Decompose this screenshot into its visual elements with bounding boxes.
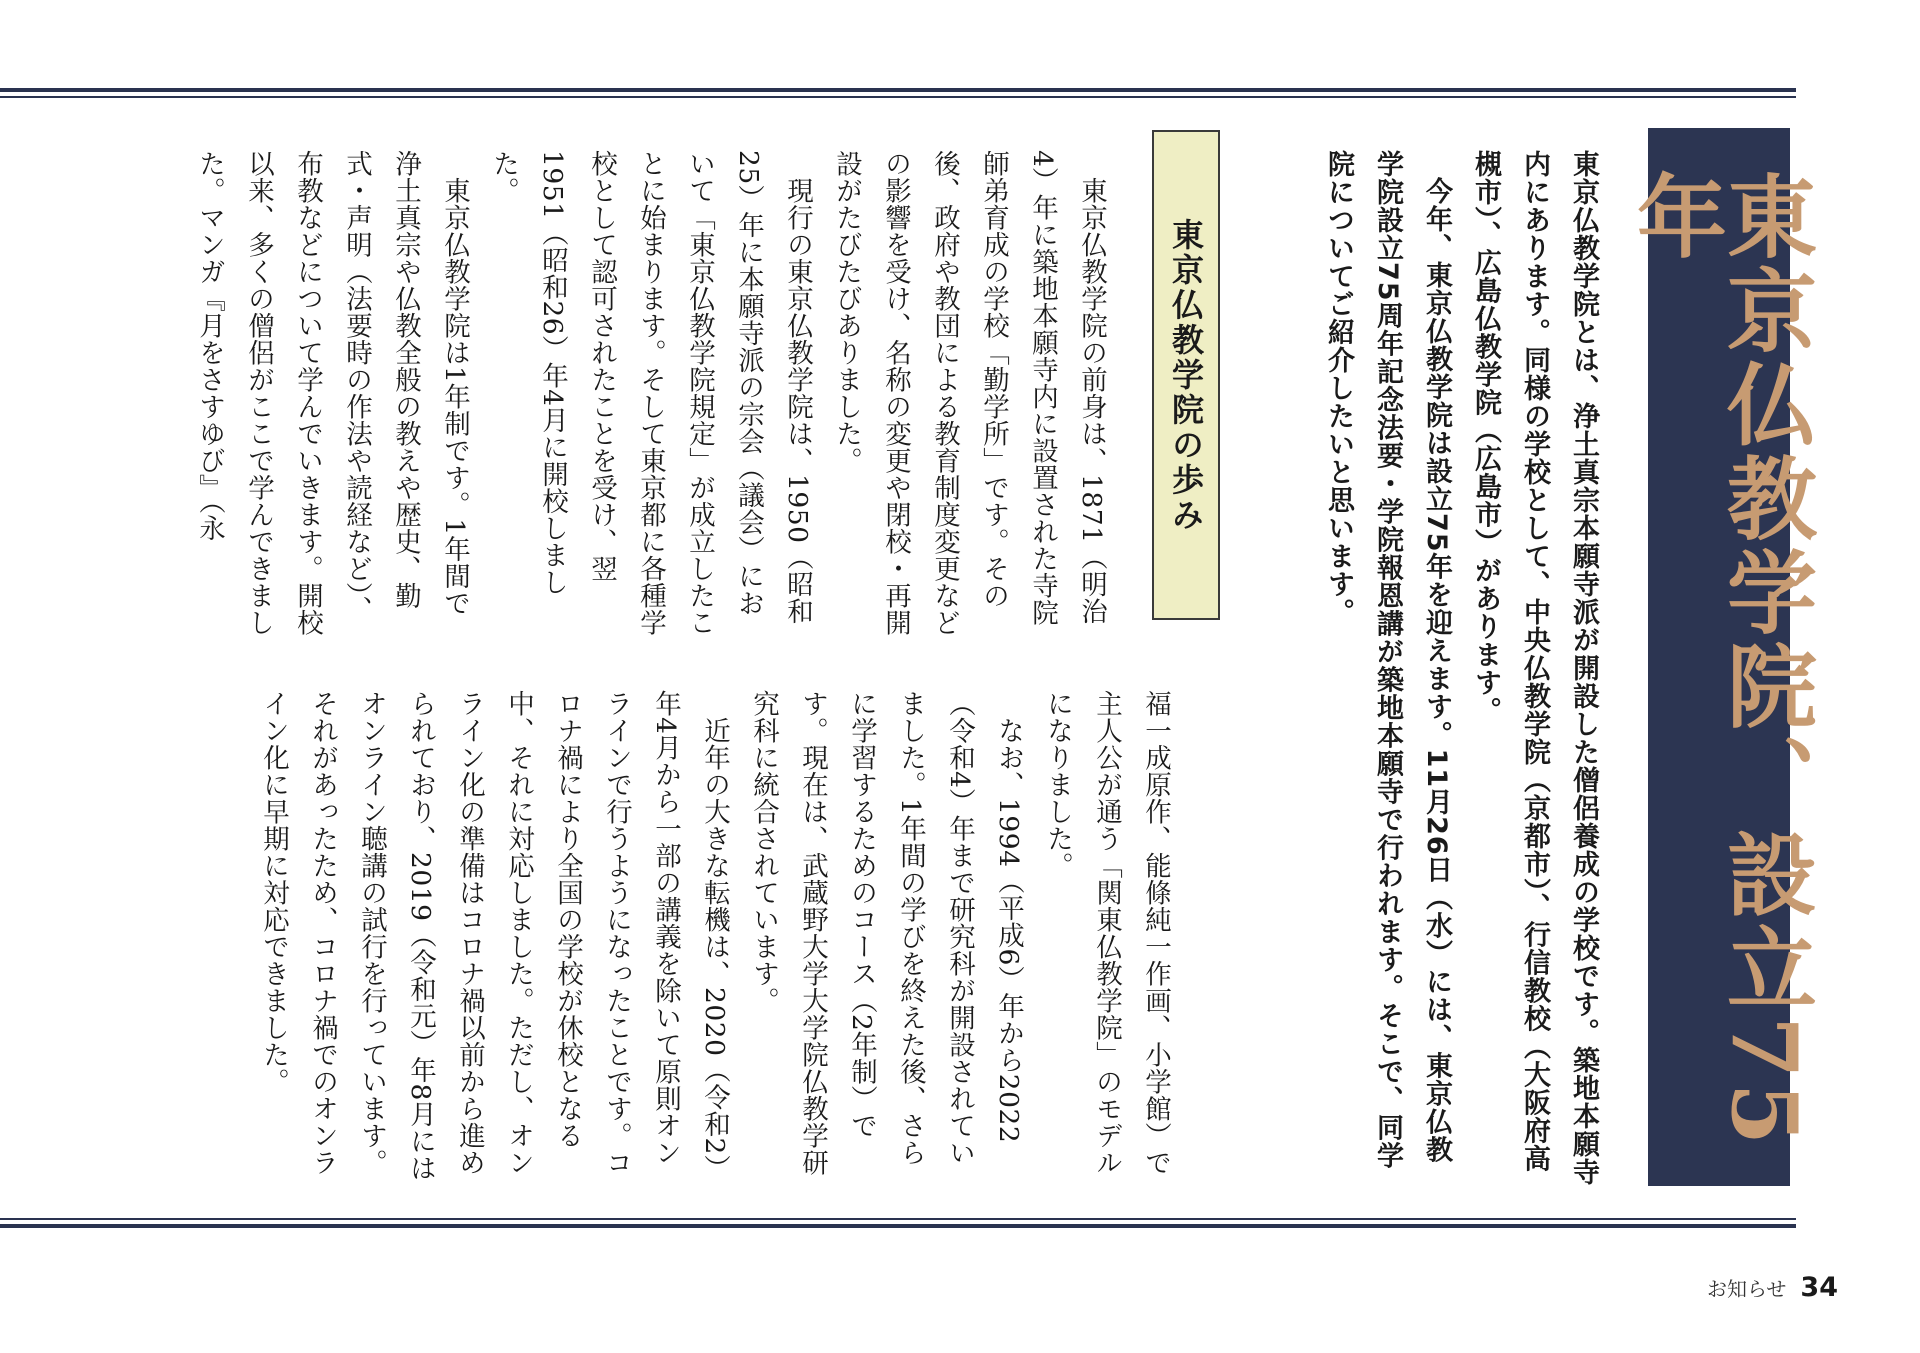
page-number: 34 (1800, 1272, 1838, 1303)
lead-text-2: 今年、東京仏教学院は設立75年を迎えます。11月26日（水）には、東京仏教学院設立75周年記念法要・学院報恩講が築地本願寺で行われます。そこで、同学院についてご紹介したいと思います。 (1323, 150, 1452, 1170)
page-title: 東京仏教学院、設立75年 (1621, 170, 1817, 1150)
body-text-upper (185, 150, 1116, 640)
footer-label: お知らせ (1707, 1277, 1787, 1301)
body-paragraph: なお、1994（平成6）年から2022（令和4）年まで研究科が開設されていました。1年間の学びを終えた後、さらに学習するためのコース（2年制）です。現在は、武蔵野大学大学院仏教学研究科に統合されています。 (748, 690, 1024, 1176)
section-heading-box (1152, 130, 1220, 620)
title-band (1621, 128, 1817, 1186)
body-text-lower (249, 690, 1180, 1190)
top-rule (0, 88, 1796, 98)
body-paragraph: 現行の東京仏教学院は、1950（昭和25）年に本願寺派の宗会（議会）において「東京仏教学院規定」が成立したことに始まります。そして東京都に各種学校として認可されたことを受け、翌1951（昭和26）年4月に開校しました。 (488, 150, 813, 636)
body-paragraph: 東京仏教学院は1年制です。1年間で浄土真宗や仏教全般の教えや歴史、勤式・声明（法要時の作法や読経など）、布教などについて学んでいきます。開校以来、多くの僧侶がここで学んできました。マンガ『月をさすゆび』（永 (194, 150, 470, 636)
body-paragraph: 福一成原作、能條純一作画、小学館）で主人公が通う「関東仏教学院」のモデルになりました。 (1042, 690, 1171, 1176)
section-heading: 東京仏教学院の歩み (1167, 217, 1205, 533)
body-paragraph: 近年の大きな転機は、2020（令和2）年4月から一部の講義を除いて原則オンラインで行うようになったことです。コロナ禍により全国の学校が休校となる中、それに対応しました。ただし、オンライン化の準備はコロナ禍以前から進められており、2019（令和元）年8月にはオンライン聴講の試行を行っています。それがあったため、コロナ禍でのオンライン化に早期に対応できました。 (258, 690, 730, 1182)
bottom-rule (0, 1218, 1796, 1228)
lead-paragraph (1314, 150, 1608, 1190)
body-paragraph: 東京仏教学院の前身は、1871（明治4）年に築地本願寺内に設置された寺院師弟育成の学校「勤学所」です。その後、政府や教団による教育制度変更などの影響を受け、名称の変更や閉校・再開設がたびたびありました。 (831, 150, 1107, 636)
lead-text-1: 東京仏教学院とは、浄土真宗本願寺派が開設した僧侶養成の学校です。築地本願寺内にあります。同様の学校として、中央仏教学院（京都市）、行信教校（大阪府高槻市）、広島仏教学院（広島市）があります。 (1470, 150, 1599, 1186)
page-footer (1707, 1272, 1838, 1303)
